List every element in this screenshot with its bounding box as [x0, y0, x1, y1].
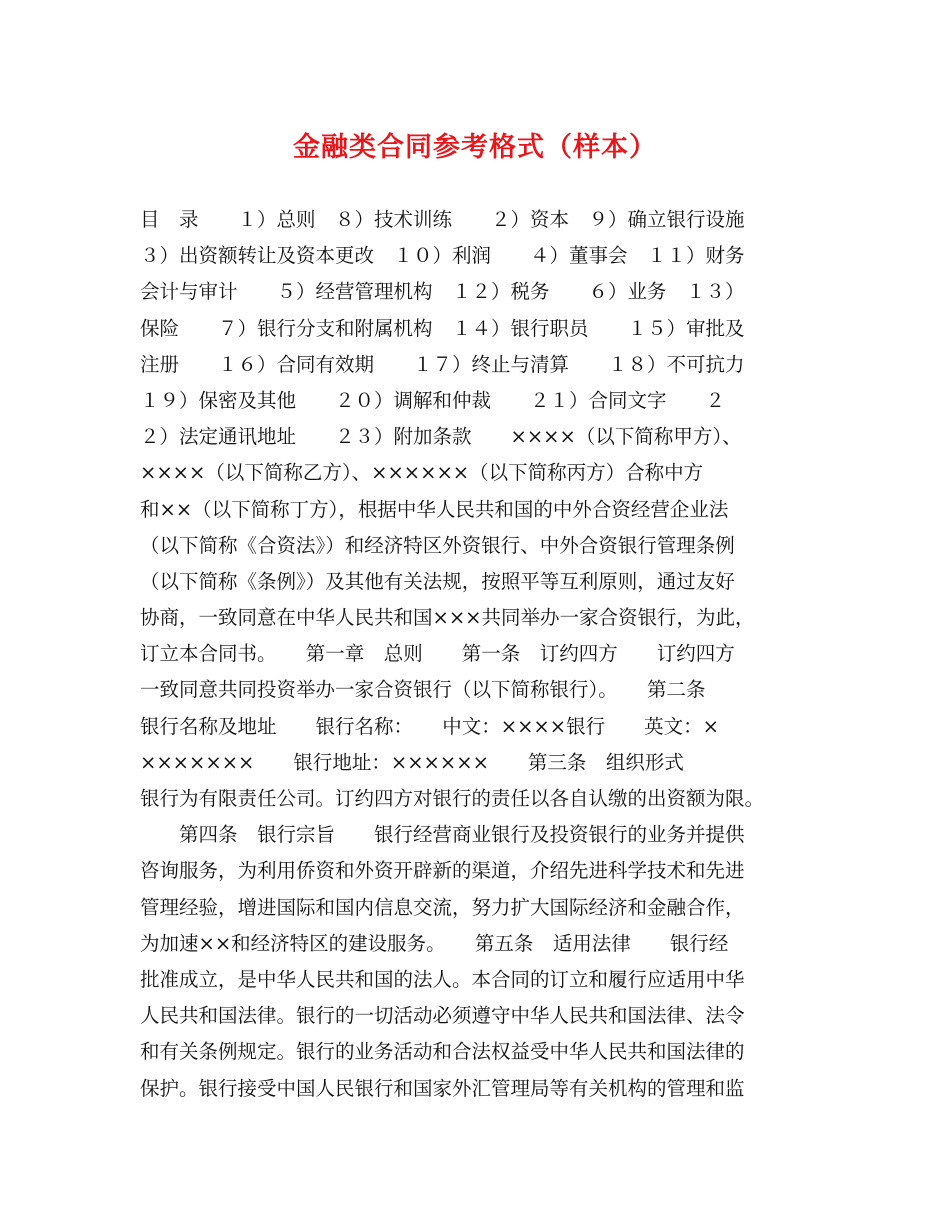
body-line: 和××（以下简称丁方），根据中华人民共和国的中外合资经营企业法 [140, 497, 729, 521]
body-line: 注册 １６）合同有效期 １７）终止与清算 １８）不可抗力 [140, 352, 745, 376]
body-line: 目 录 １）总则 ８）技术训练 ２）资本 ９）确立银行设施 [140, 208, 745, 231]
body-line: ××××××× 银行地址：×××××× 第三条 组织形式 [140, 750, 684, 774]
body-line: 和有关条例规定。银行的业务活动和合法权益受中华人民共和国法律的 [140, 1040, 745, 1064]
body-line: 银行为有限责任公司。订约四方对银行的责任以各自认缴的出资额为限。 [140, 787, 765, 810]
body-line: ２）法定通讯地址 ２３）附加条款 ××××（以下简称甲方）、 [140, 425, 742, 449]
body-line: １９）保密及其他 ２０）调解和仲裁 ２１）合同文字 ２ [140, 388, 726, 412]
body-line: 一致同意共同投资举办一家合资银行（以下简称银行）。 第二条 [140, 678, 706, 702]
document-title: 金融类合同参考格式（样本） [293, 132, 657, 163]
body-line: （以下简称《条例》）及其他有关法规，按照平等互利原则，通过友好 [140, 569, 735, 593]
body-line: 咨询服务，为利用侨资和外资开辟新的渠道，介绍先进科学技术和先进 [140, 859, 745, 883]
body-line: 批准成立，是中华人民共和国的法人。本合同的订立和履行应适用中华 [140, 967, 745, 991]
body-line: 为加速××和经济特区的建设服务。 第五条 适用法律 银行经 [140, 931, 729, 955]
body-line: ３）出资额转让及资本更改 １０）利润 ４）董事会 １１）财务 [140, 244, 745, 268]
body-line: 会计与审计 ５）经营管理机构 １２）税务 ６）业务 １３） [140, 280, 745, 304]
body-line: 订立本合同书。 第一章 总则 第一条 订约四方 订约四方 [140, 642, 735, 666]
body-line: 第四条 银行宗旨 银行经营商业银行及投资银行的业务并提供 [140, 823, 745, 847]
body-line: ××××（以下简称乙方）、××××××（以下简称丙方）合称中方 [140, 461, 704, 485]
body-line: （以下简称《合资法》）和经济特区外资银行、中外合资银行管理条例 [140, 533, 735, 557]
body-line: 保护。银行接受中国人民银行和国家外汇管理局等有关机构的管理和监 [140, 1076, 745, 1100]
body-line: 协商，一致同意在中华人民共和国×××共同举办一家合资银行，为此， [140, 606, 755, 630]
document-body [140, 202, 820, 1107]
body-line: 银行名称及地址 银行名称： 中文：××××银行 英文：× [140, 714, 719, 738]
body-line: 管理经验，增进国际和国内信息交流，努力扩大国际经济和金融合作， [140, 895, 745, 919]
body-line: 保险 ７）银行分支和附属机构 １４）银行职员 １５）审批及 [140, 316, 745, 340]
body-line: 人民共和国法律。银行的一切活动必须遵守中华人民共和国法律、法令 [140, 1004, 745, 1028]
